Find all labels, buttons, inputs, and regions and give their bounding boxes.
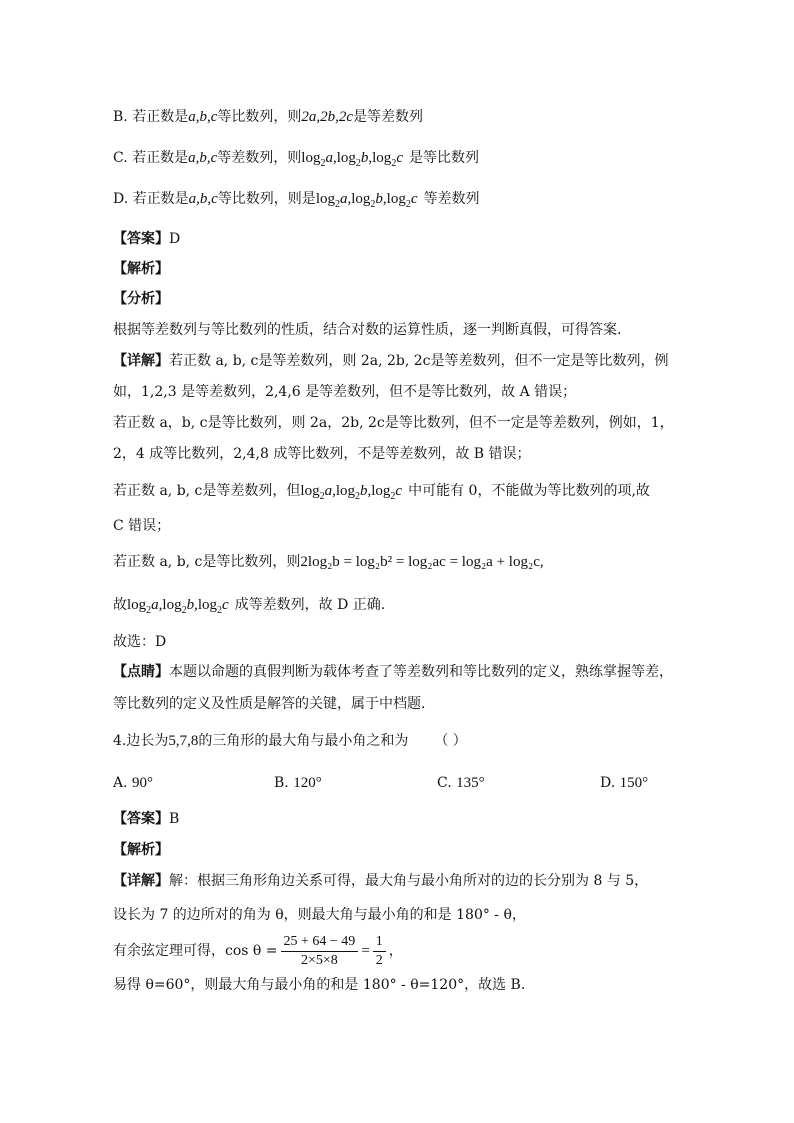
log-fn: log — [315, 191, 335, 207]
q3-detail-line7 — [113, 552, 544, 572]
log-fn: log — [127, 597, 147, 613]
q3-answer — [113, 229, 180, 249]
answer-value: D — [169, 231, 181, 247]
detail-text: 解：根据三角形角边关系可得，最大角与最小角所对的边的长分别为 8 与 5， — [169, 873, 649, 889]
log-arg: c — [222, 597, 229, 613]
log-base: 2 — [355, 158, 361, 169]
fraction-denominator: 2×5×8 — [301, 952, 338, 968]
option-value: 120° — [293, 775, 322, 791]
sides-expr: 5,7,8 — [168, 733, 199, 749]
detail-text: 若正数 a, b, c是等差数列，则 2a, 2b, 2c是等差数列，但不一定是等比数列，例 — [169, 353, 669, 369]
q3-choose: 故选：D — [113, 634, 167, 650]
log-arg: b — [360, 483, 368, 499]
q3-detail-line4: 2，4 成等比数列，2,4,8 成等比数列，不是等差数列，故 B 错误； — [113, 446, 531, 462]
log-fn: log — [372, 150, 392, 166]
q3-detail-line8 — [113, 595, 385, 621]
log-arg: c — [395, 483, 403, 499]
log-fn: log — [336, 150, 356, 166]
comment-text: 本题以命题的真假判断为载体考查了等差数列和等比数列的定义，熟练掌握等差， — [169, 664, 673, 680]
option-b-tail: 是等差数列 — [353, 109, 424, 125]
fraction-numerator: 25 + 64 − 49 — [281, 933, 359, 952]
option-d-tail: 等差数列 — [423, 191, 480, 207]
log-base: 2 — [217, 605, 223, 616]
option-b — [113, 107, 423, 127]
option-label: B. — [274, 775, 289, 791]
answer-blank: （ ） — [434, 733, 467, 749]
option-b-label: B. 若正数是 — [113, 109, 189, 125]
q4-stem — [113, 731, 467, 751]
option-b-mid: 等比数列，则 — [217, 109, 302, 125]
q3-analysis-tag: 【解析】 — [113, 261, 169, 277]
q4-detail-line2: 设长为 7 的边所对的角为 θ，则最大角与最小角的和是 180° - θ， — [113, 907, 526, 923]
log-list: $\log_2a,\log_2b,\log_2c$ — [127, 597, 229, 616]
q4-option-d — [600, 773, 648, 793]
q3-detail-line1 — [113, 351, 669, 371]
option-label: D. — [600, 775, 616, 791]
cos-fraction — [281, 933, 359, 970]
log-base: 2 — [390, 491, 396, 502]
log-base: 2 — [405, 199, 411, 210]
log-fn: log — [386, 191, 406, 207]
q4-detail-line3 — [113, 931, 403, 971]
log-fn: log — [351, 191, 371, 207]
log-base: 2 — [370, 199, 376, 210]
detail-text: ， — [388, 943, 403, 959]
log-base: 2 — [181, 605, 187, 616]
log-base: 2 — [391, 158, 397, 169]
q4-option-b — [274, 773, 322, 793]
q3-detail-line2: 如，1,2,3 是等差数列，2,4,6 是等差数列，但不是等比数列，故 A 错误； — [113, 384, 577, 400]
q4-answer — [113, 809, 179, 829]
detail-text: 中可能有 0，不能做为等比数列的项,故 — [408, 483, 650, 499]
log-base: 2 — [146, 605, 152, 616]
log-arg: b — [186, 597, 195, 613]
q3-detail-line3: 若正数 a，b, c是等比数列，则 2a，2b, 2c是等比数列，但不一定是等差数列，例如，1， — [113, 415, 674, 431]
half-fraction — [373, 933, 386, 970]
option-value: 90° — [132, 775, 154, 791]
option-c — [113, 148, 479, 174]
equals-sign: = — [361, 943, 370, 959]
option-value: 135° — [456, 775, 485, 791]
option-label: C. — [437, 775, 452, 791]
log-arg: a — [151, 597, 159, 613]
log-fn: log — [197, 597, 218, 613]
q4-option-a — [113, 773, 153, 793]
log-list: $\log_2a,\log_2b,\log_2c$ — [300, 483, 403, 502]
answer-value: B — [169, 811, 180, 827]
fraction-numerator: 1 — [373, 933, 386, 952]
log-base: 2 — [319, 491, 325, 502]
option-d-mid: 等比数列，则是 — [217, 191, 316, 207]
log-base: 2 — [320, 158, 326, 169]
log-equation: 2log₂b = log₂b² = log₂ac = log₂a + log₂c, — [300, 554, 544, 570]
option-c-logs: $\log_2a,\log_2b,\log_2c$ — [301, 150, 403, 169]
log-arg: a — [339, 191, 348, 207]
q4-option-c — [437, 773, 485, 793]
option-label: A. — [113, 775, 128, 791]
log-fn: log — [300, 483, 320, 499]
question-text: 边长为 — [126, 733, 169, 749]
option-d-logs: $\log_2a,\log_2b,\log_2c$ — [315, 191, 418, 210]
comment-tag: 【点睛】 — [113, 664, 169, 680]
q3-fenxi-text: 根据等差数列与等比数列的性质，结合对数的运算性质，逐一判断真假，可得答案. — [113, 322, 622, 338]
q3-detail-line5 — [113, 481, 650, 507]
question-number: 4. — [113, 733, 127, 749]
question-text: 的三角形的最大角与最小角之和为 — [198, 733, 409, 749]
detail-text: 若正数 a, b, c是等差数列，但 — [113, 483, 301, 499]
option-d — [113, 189, 480, 215]
option-d-vars: a,b,c — [188, 191, 218, 207]
log-fn: log — [335, 483, 355, 499]
option-c-vars: a,b,c — [188, 150, 218, 166]
answer-tag: 【答案】 — [113, 811, 169, 827]
detail-text: 若正数 a, b, c是等比数列，则 — [113, 554, 301, 570]
log-arg: c — [410, 191, 418, 207]
log-arg: a — [324, 483, 333, 499]
q4-analysis-tag: 【解析】 — [113, 842, 169, 858]
q3-fenxi-tag: 【分析】 — [113, 291, 169, 307]
answer-tag: 【答案】 — [113, 231, 169, 247]
q3-comment-line2: 等比数列的定义及性质是解答的关键，属于中档题. — [113, 696, 426, 712]
log-fn: log — [301, 150, 321, 166]
log-arg: b — [360, 150, 369, 166]
q4-detail-line4: 易得 θ=60°，则最大角与最小角的和是 180° - θ=120°，故选 B. — [113, 977, 526, 993]
option-value: 150° — [619, 775, 649, 791]
log-base: 2 — [334, 199, 340, 210]
log-fn: log — [162, 597, 182, 613]
detail-text: 成等差数列，故 D 正确. — [234, 597, 386, 613]
log-arg: b — [375, 191, 383, 207]
log-arg: a — [325, 150, 333, 166]
option-d-label: D. 若正数是 — [113, 191, 189, 207]
option-c-tail: 是等比数列 — [408, 150, 479, 166]
detail-tag: 【详解】 — [113, 873, 169, 889]
fraction-denominator: 2 — [375, 952, 383, 968]
q3-detail-line6: C 错误； — [113, 518, 171, 534]
q3-comment-line1 — [113, 662, 673, 682]
option-b-expr: 2a,2b,2c — [301, 109, 354, 125]
detail-text: 有余弦定理可得，cos θ = — [113, 943, 278, 959]
option-c-mid: 等差数列，则 — [217, 150, 302, 166]
detail-text: 故 — [113, 597, 127, 613]
detail-tag: 【详解】 — [113, 353, 169, 369]
log-fn: log — [371, 483, 391, 499]
log-arg: c — [396, 150, 403, 166]
option-c-label: C. 若正数是 — [113, 150, 189, 166]
q4-detail-line1 — [113, 871, 648, 891]
option-b-vars: a,b,c — [188, 109, 218, 125]
log-base: 2 — [355, 491, 360, 502]
